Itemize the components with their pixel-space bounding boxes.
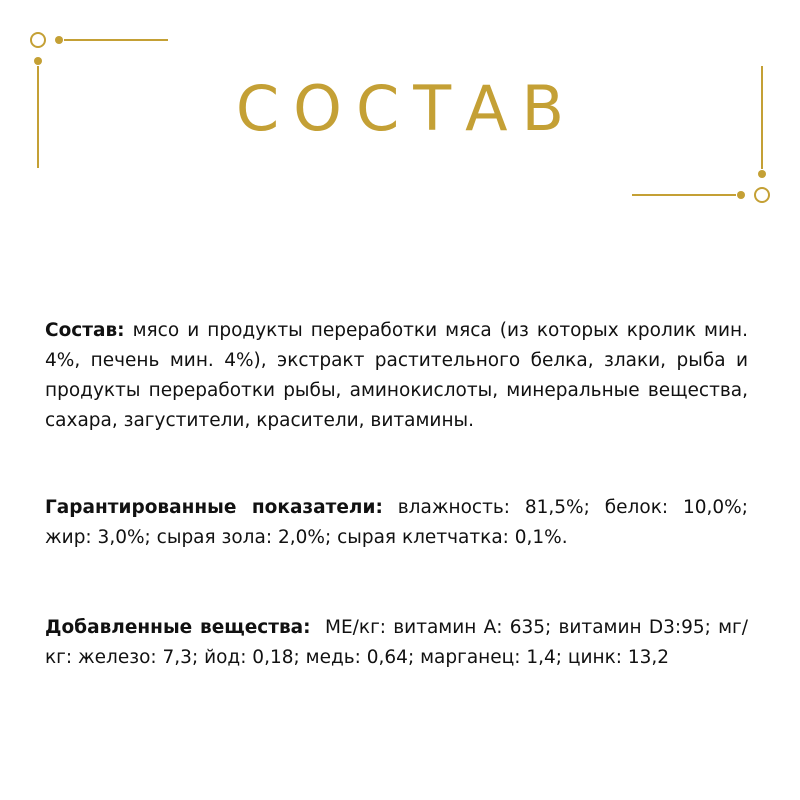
guaranteed-values-paragraph: [45, 493, 748, 553]
composition-paragraph: [45, 316, 748, 436]
additives-paragraph: [45, 613, 748, 673]
top-left-dot-right: [55, 36, 63, 44]
composition-text: мясо и продукты переработки мяса (из которых кролик мин. 4%, печень мин. 4%), экстракт растительного белка, злаки, рыба и продукты переработки рыбы, аминокислоты, минеральные вещества, сахара, загустители, красители, витамины.: [45, 320, 748, 431]
guaranteed-values-label: Гарантированные показатели:: [45, 497, 383, 518]
composition-label: Состав:: [45, 320, 125, 341]
top-left-dot-below: [34, 57, 42, 65]
bottom-right-dot-left: [737, 191, 745, 199]
additives-text: МЕ/кг: витамин А: 635; витамин D3:95; мг/кг: железо: 7,3; йод: 0,18; медь: 0,64; марганец: 1,4; цинк: 13,2: [45, 617, 749, 668]
page-title: СОСТАВ: [235, 72, 579, 145]
bottom-right-dot-above: [758, 170, 766, 178]
additives-label: Добавленные вещества:: [45, 617, 311, 638]
bottom-right-ring-icon: [755, 188, 769, 202]
guaranteed-values-text: влажность: 81,5%; белок: 10,0%; жир: 3,0%; сырая зола: 2,0%; сырая клетчатка: 0,1%.: [45, 497, 748, 548]
top-left-ring-icon: [31, 33, 45, 47]
